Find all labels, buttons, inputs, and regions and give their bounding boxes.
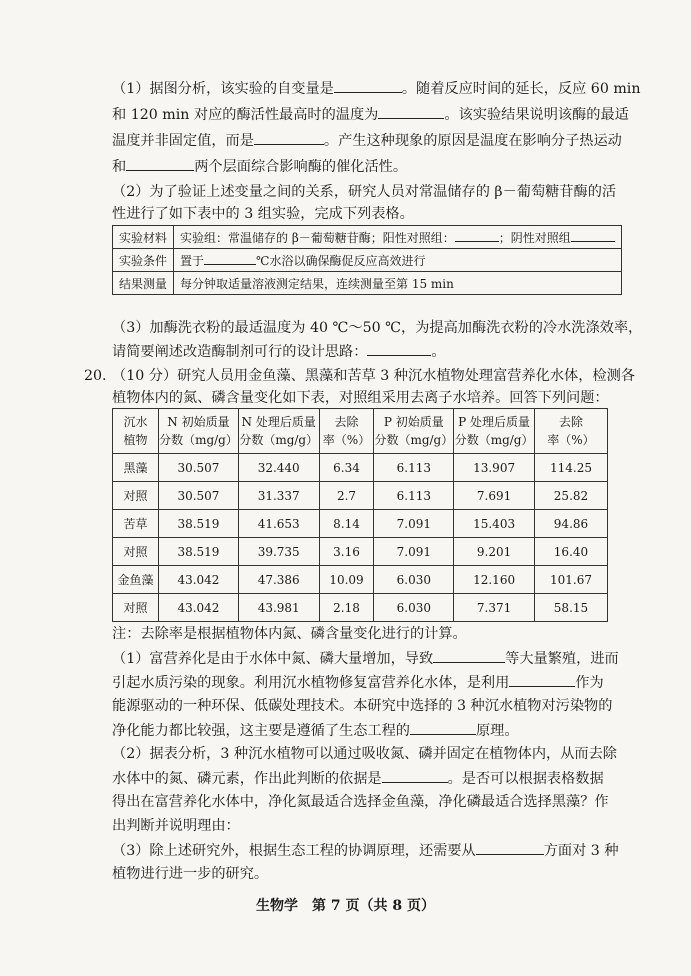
q20-part1-line4: 净化能力都比较强，这主要是遵循了生态工程的 原理。: [112, 720, 519, 741]
plant-name-cell: 对照: [113, 482, 159, 510]
answer-blank[interactable]: [254, 130, 324, 145]
table-row: [113, 538, 608, 566]
plant-name-cell: 金鱼藻: [113, 566, 159, 594]
value-cell: 38.519: [159, 538, 239, 566]
value-cell: 7.091: [374, 510, 454, 538]
q20-part2-line1: （2）据表分析，3 种沉水植物可以通过吸收氮、磷并固定在植物体内，从而去除: [112, 746, 617, 762]
value-cell: 9.201: [454, 538, 535, 566]
answer-blank[interactable]: [334, 78, 402, 93]
column-header-line: 分数（mg/g）: [454, 433, 534, 447]
question-number: 20.: [84, 368, 107, 384]
answer-blank[interactable]: [126, 156, 194, 171]
value-cell: 38.519: [159, 510, 239, 538]
column-header: [534, 409, 607, 454]
table-header-row: [113, 409, 608, 454]
value-cell: 30.507: [159, 454, 239, 482]
column-header-line: 植物: [123, 433, 148, 447]
table-note: 注：去除率是根据植物体内氮、磷含量变化进行的计算。: [112, 626, 467, 642]
value-cell: 30.507: [159, 482, 239, 510]
column-header-line: N 初始质量: [167, 415, 230, 429]
table-row: [113, 594, 608, 622]
column-header: [159, 409, 239, 454]
column-header-line: P 初始质量: [383, 415, 444, 429]
value-cell: 6.34: [319, 454, 374, 482]
q19-part1-line1: （1）据图分析，该实验的自变量是 。随着反应时间的延长，反应 60 min: [112, 78, 640, 99]
table-row: [113, 454, 608, 482]
column-header: [238, 409, 319, 454]
column-header-line: 分数（mg/g）: [374, 433, 454, 447]
answer-blank[interactable]: [204, 253, 256, 265]
table-cell: 实验组：常温储存的 β－葡萄糖苷酶；阳性对照组： ；阴性对照组: [174, 226, 622, 249]
column-header-line: 分数（mg/g）: [159, 433, 238, 447]
value-cell: 3.16: [319, 538, 374, 566]
row-header: 结果测量: [113, 272, 174, 295]
table-row: [113, 272, 622, 295]
answer-blank[interactable]: [367, 341, 431, 356]
column-header: [113, 409, 159, 454]
value-cell: 31.337: [238, 482, 319, 510]
q20-part1-line1: （1）富营养化是由于水体中氮、磷大量增加，导致 等大量繁殖，进而: [112, 648, 619, 669]
experiment-design-table: [112, 225, 622, 295]
value-cell: 41.653: [238, 510, 319, 538]
value-cell: 2.7: [319, 482, 374, 510]
table-row: [113, 482, 608, 510]
plant-name-cell: 黑藻: [113, 454, 159, 482]
plant-name-cell: 对照: [113, 594, 159, 622]
value-cell: 58.15: [534, 594, 607, 622]
q20-part3-line2: 植物进行进一步的研究。: [112, 866, 269, 882]
q19-part3-line2: 请简要阐述改造酶制剂可行的设计思路： 。: [112, 341, 446, 362]
value-cell: 6.030: [374, 566, 454, 594]
column-header-line: 去除: [558, 415, 583, 429]
value-cell: 43.042: [159, 594, 239, 622]
value-cell: 94.86: [534, 510, 607, 538]
table-row: [113, 566, 608, 594]
q20-part1-line3: 能源驱动的一种环保、低碳处理技术。本研究中选择的 3 种沉水植物对污染物的: [112, 698, 613, 714]
table-cell: 每分钟取适量溶液测定结果，连续测量至第 15 min: [174, 272, 622, 295]
value-cell: 43.042: [159, 566, 239, 594]
q20-part2-line3: 得出在富营养化水体中，净化氮最适合选择金鱼藻，净化磷最适合选择黑藻？作: [112, 794, 609, 810]
value-cell: 8.14: [319, 510, 374, 538]
column-header-line: 沉水: [123, 415, 148, 429]
q19-part2-line2: 性进行了如下表中的 3 组实验，完成下列表格。: [112, 206, 414, 222]
nitrogen-phosphorus-table: [112, 408, 608, 622]
value-cell: 101.67: [534, 566, 607, 594]
value-cell: 6.113: [374, 454, 454, 482]
q20-intro-line1: （10 分）研究人员用金鱼藻、黑藻和苦草 3 种沉水植物处理富营养化水体，检测各: [112, 368, 635, 384]
column-header-line: 率（%）: [322, 433, 371, 447]
value-cell: 7.691: [454, 482, 535, 510]
answer-blank[interactable]: [571, 230, 615, 242]
value-cell: 25.82: [534, 482, 607, 510]
value-cell: 2.18: [319, 594, 374, 622]
q19-part1-line3: 温度并非固定值，而是 。产生这种现象的原因是温度在影响分子热运动: [112, 130, 622, 151]
value-cell: 114.25: [534, 454, 607, 482]
q20-part1-line2: 引起水质污染的现象。利用沉水植物修复富营养化水体，是利用 作为: [112, 672, 604, 693]
table-row: [113, 249, 622, 272]
value-cell: 10.09: [319, 566, 374, 594]
plant-name-cell: 对照: [113, 538, 159, 566]
column-header-line: 去除: [334, 415, 359, 429]
q19-part2-line1: （2）为了验证上述变量之间的关系，研究人员对常温储存的 β－葡萄糖苷酶的活: [112, 184, 617, 200]
q19-part3-line1: （3）加酶洗衣粉的最适温度为 40 ℃～50 ℃，为提高加酶洗衣粉的冷水洗涤效率，: [112, 320, 643, 336]
answer-blank[interactable]: [455, 230, 499, 242]
value-cell: 6.113: [374, 482, 454, 510]
value-cell: 47.386: [238, 566, 319, 594]
column-header-line: N 处理后质量: [241, 415, 316, 429]
q20-part3-line1: （3）除上述研究外，根据生态工程的协调原理，还需要从 方面对 3 种: [112, 840, 619, 861]
column-header: [374, 409, 454, 454]
answer-blank[interactable]: [476, 840, 544, 855]
value-cell: 43.981: [238, 594, 319, 622]
page-footer: 生物学 第 7 页（共 8 页）: [256, 898, 435, 914]
row-header: 实验材料: [113, 226, 174, 249]
column-header-line: 率（%）: [547, 433, 595, 447]
answer-blank[interactable]: [410, 720, 476, 735]
value-cell: 7.371: [454, 594, 535, 622]
row-header: 实验条件: [113, 249, 174, 272]
value-cell: 16.40: [534, 538, 607, 566]
value-cell: 6.030: [374, 594, 454, 622]
plant-name-cell: 苦草: [113, 510, 159, 538]
column-header: [454, 409, 535, 454]
q20-intro-line2: 植物体内的氮、磷含量变化如下表，对照组采用去离子水培养。回答下列问题：: [112, 390, 609, 406]
value-cell: 7.091: [374, 538, 454, 566]
value-cell: 39.735: [238, 538, 319, 566]
column-header: [319, 409, 374, 454]
answer-blank[interactable]: [378, 104, 444, 119]
q19-part1-line4: 和 两个层面综合影响酶的催化活性。: [112, 156, 407, 177]
table-cell: 置于 ℃水浴以确保酶促反应高效进行: [174, 249, 622, 272]
value-cell: 32.440: [238, 454, 319, 482]
q19-part1-line2: 和 120 min 对应的酶活性最高时的温度为 。该实验结果说明该酶的最适: [112, 104, 629, 125]
answer-blank[interactable]: [433, 648, 505, 663]
q20-part2-line4: 出判断并说明理由：: [112, 818, 240, 834]
answer-blank[interactable]: [509, 672, 575, 687]
value-cell: 15.403: [454, 510, 535, 538]
column-header-line: P 处理后质量: [458, 415, 531, 429]
answer-blank[interactable]: [382, 768, 448, 783]
value-cell: 12.160: [454, 566, 535, 594]
value-cell: 13.907: [454, 454, 535, 482]
table-row: [113, 226, 622, 249]
q20-part2-line2: 水体中的氮、磷元素，作出此判断的依据是 。是否可以根据表格数据: [112, 768, 604, 789]
column-header-line: 分数（mg/g）: [239, 433, 319, 447]
table-row: [113, 510, 608, 538]
